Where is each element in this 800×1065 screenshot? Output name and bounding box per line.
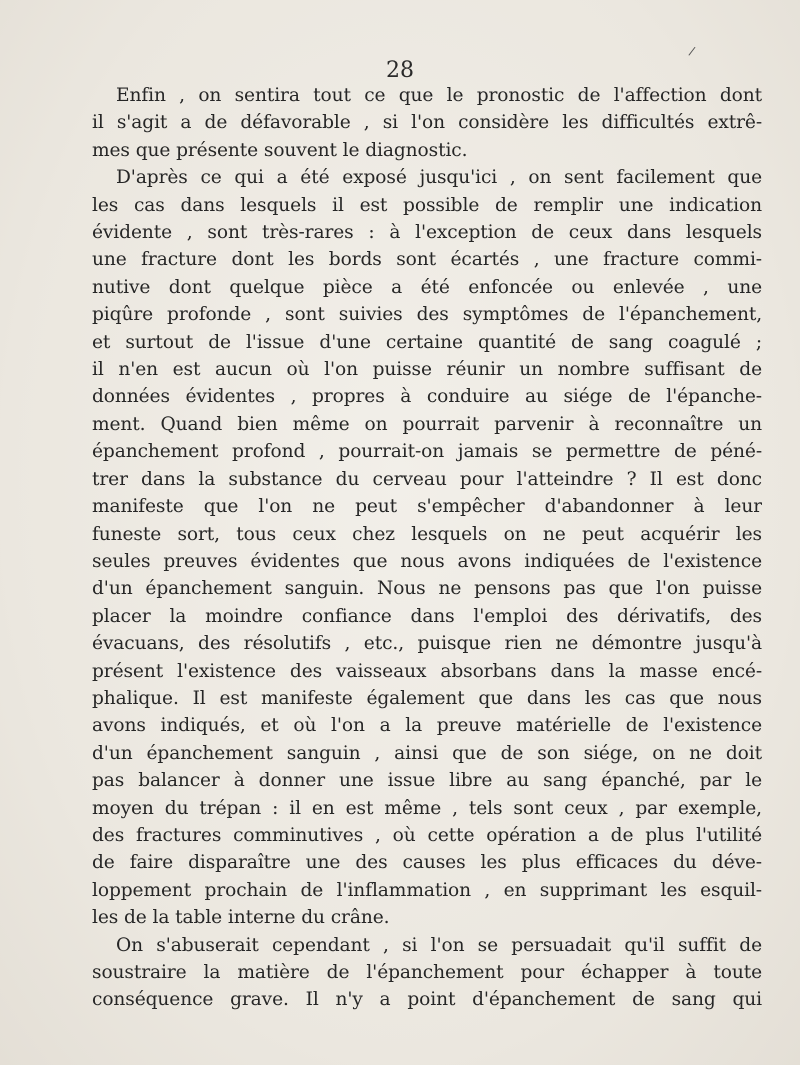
text-line: mes que présente souvent le diagnostic. <box>92 139 468 161</box>
paragraph <box>92 932 762 1014</box>
text-line: de faire disparaître une des causes les plus efficaces du déve- <box>92 852 762 874</box>
text-line: placer la moindre confiance dans l'emploi des dérivatifs, des <box>92 605 762 627</box>
text-line: d'un épanchement sanguin. Nous ne pensons pas que l'on puisse <box>92 578 762 600</box>
text-line: il n'en est aucun où l'on puisse réunir un nombre suffisant de <box>92 359 762 381</box>
text-line: loppement prochain de l'inflammation , en supprimant les esquil- <box>92 879 762 901</box>
text-line: des fractures comminutives , où cette opération a de plus l'utilité <box>92 824 762 846</box>
text-line: d'un épanchement sanguin , ainsi que de son siége, on ne doit <box>92 742 762 764</box>
text-line: Enfin , on sentira tout ce que le pronostic de l'affection dont <box>116 85 762 106</box>
text-line: épanchement profond , pourrait-on jamais se permettre de péné- <box>92 441 762 463</box>
text-line: pas balancer à donner une issue libre au sang épanché, par le <box>92 770 762 792</box>
text-line: ment. Quand bien même on pourrait parvenir à reconnaître un <box>92 413 762 435</box>
text-line: trer dans la substance du cerveau pour l'atteindre ? Il est donc <box>92 468 762 490</box>
paragraph <box>92 82 762 164</box>
text-line: les cas dans lesquels il est possible de remplir une indication <box>92 194 762 216</box>
text-line: une fracture dont les bords sont écartés , une fracture commi- <box>92 249 762 271</box>
body-text <box>92 82 762 1014</box>
text-line: et surtout de l'issue d'une certaine quantité de sang coagulé ; <box>92 331 762 353</box>
stray-ink-mark: / <box>687 43 697 59</box>
text-line: évacuans, des résolutifs , etc., puisque rien ne démontre jusqu'à <box>92 633 762 655</box>
text-line: moyen du trépan : il en est même , tels sont ceux , par exemple, <box>92 797 762 819</box>
text-line: seules preuves évidentes que nous avons indiquées de l'existence <box>92 550 762 572</box>
paragraph <box>92 164 762 931</box>
text-line: soustraire la matière de l'épanchement pour échapper à toute <box>92 962 762 983</box>
text-line: évidente , sont très-rares : à l'exception de ceux dans lesquels <box>92 222 762 244</box>
text-line: avons indiqués, et où l'on a la preuve matérielle de l'existence <box>92 715 762 737</box>
text-line: nutive dont quelque pièce a été enfoncée ou enlevée , une <box>92 276 762 298</box>
text-line: manifeste que l'on ne peut s'empêcher d'abandonner à leur <box>92 496 762 518</box>
text-line: il s'agit a de défavorable , si l'on considère les difficultés extrê- <box>92 112 762 134</box>
text-line: présent l'existence des vaisseaux absorbans dans la masse encé- <box>92 660 762 682</box>
text-line: les de la table interne du crâne. <box>92 907 390 929</box>
text-line: On s'abuserait cependant , si l'on se persuadait qu'il suffit de <box>116 934 762 956</box>
text-line: données évidentes , propres à conduire au siége de l'épanche- <box>92 386 762 408</box>
text-line: phalique. Il est manifeste également que dans les cas que nous <box>92 687 762 709</box>
page-number: 28 <box>386 58 414 83</box>
text-line: funeste sort, tous ceux chez lesquels on ne peut acquérir les <box>92 523 762 545</box>
text-line: conséquence grave. Il n'y a point d'épanchement de sang qui <box>92 989 762 1011</box>
text-line: D'après ce qui a été exposé jusqu'ici , on sent facilement que <box>116 167 762 189</box>
text-line: piqûre profonde , sont suivies des symptômes de l'épanchement, <box>92 304 762 326</box>
